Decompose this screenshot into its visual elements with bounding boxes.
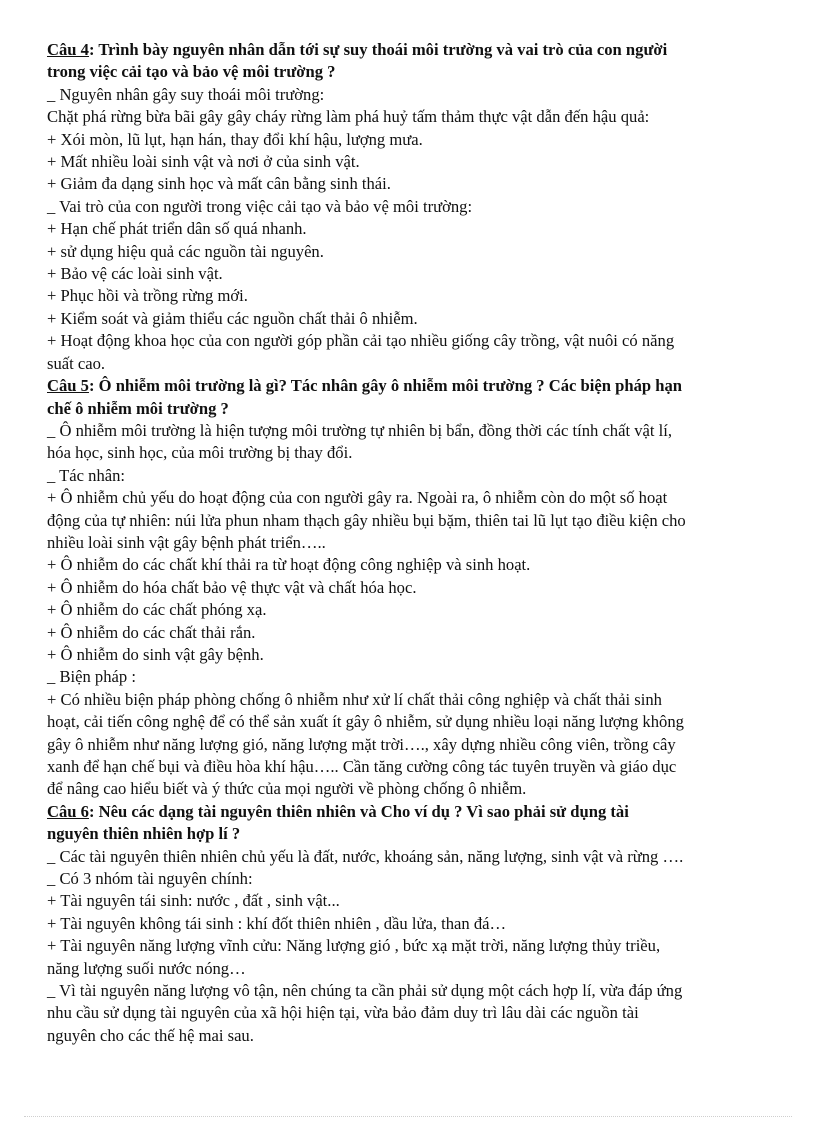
q5-line: + Ô nhiễm do sinh vật gây bệnh.	[47, 644, 264, 664]
q6-title-line-2: nguyên thiên nhiên hợp lí ?	[47, 824, 241, 844]
q5-line: + Ô nhiễm do các chất khí thải ra từ hoạt động công nghiệp và sinh hoạt.	[47, 555, 531, 575]
q5-line: _ Tác nhân:	[47, 465, 126, 485]
q4-title-line-2: trong việc cải tạo và bảo vệ môi trường ?	[47, 62, 336, 82]
q5-line: động của tự nhiên: núi lửa phun nham thạch gây nhiều bụi bặm, thiên tai lũ lụt tạo điều kiện cho	[47, 510, 686, 530]
q5-heading	[47, 375, 769, 397]
q5-line: xanh để hạn chế bụi và điều hòa khí hậu….. Cần tăng cường công tác tuyên truyền và giáo dục	[47, 757, 677, 776]
q6-line: _ Các tài nguyên thiên nhiên chủ yếu là đất, nước, khoáng sản, năng lượng, sinh vật và rừng ….	[47, 846, 684, 866]
q5-line: nhiều loài sinh vật gây bệnh phát triển…..	[47, 532, 326, 552]
q6-line: nhu cầu sử dụng tài nguyên của xã hội hiện tại, vừa bảo đảm duy trì lâu dài các nguồn tài	[47, 1003, 639, 1023]
document-page	[47, 39, 769, 1047]
q5-line: + Ô nhiễm chủ yếu do hoạt động của con người gây ra. Ngoài ra, ô nhiễm còn do một số hoạt	[47, 488, 668, 508]
q4-line: + Hoạt động khoa học của con người góp phần cải tạo nhiều giống cây trồng, vật nuôi có năng	[47, 331, 675, 351]
q4-heading	[47, 39, 769, 61]
q4-line: + Hạn chế phát triển dân số quá nhanh.	[47, 219, 307, 239]
q4-line: Chặt phá rừng bừa bãi gây gây cháy rừng làm phá huỷ tấm thảm thực vật dẫn đến hậu quả:	[47, 107, 650, 127]
q4-line: + Bảo vệ các loài sinh vật.	[47, 264, 223, 284]
q4-title-line-1: : Trình bày nguyên nhân dẫn tới sự suy thoái môi trường và vai trò của con người	[88, 40, 668, 59]
q5-line: hoạt, cải tiến công nghệ để có thể sản xuất ít gây ô nhiễm, sử dụng nhiều loại năng lượng không	[47, 712, 684, 732]
q5-number: Câu 5	[47, 376, 89, 396]
q6-line: + Tài nguyên năng lượng vĩnh cửu: Năng lượng gió , bức xạ mặt trời, năng lượng thủy triều,	[47, 936, 661, 956]
page-bottom-rule	[24, 1116, 792, 1117]
q4-line: + sử dụng hiệu quả các nguồn tài nguyên.	[47, 241, 324, 261]
q5-line: _ Ô nhiễm môi trường là hiện tượng môi trường tự nhiên bị bẩn, đồng thời các tính chất vật lí,	[47, 420, 673, 440]
q5-line: _ Biện pháp :	[47, 667, 136, 687]
q4-line: _ Nguyên nhân gây suy thoái môi trường:	[47, 84, 325, 104]
q6-line: nguyên cho các thế hệ mai sau.	[47, 1025, 254, 1045]
q4-number: Câu 4	[47, 40, 89, 59]
q4-line: + Xói mòn, lũ lụt, hạn hán, thay đổi khí hậu, lượng mưa.	[47, 129, 423, 149]
q5-line: gây ô nhiễm như năng lượng gió, năng lượng mặt trời…., xây dựng nhiều công viên, trồng cây	[47, 734, 676, 754]
q5-line: để nâng cao hiểu biết và ý thức của mọi người về phòng chống ô nhiễm.	[47, 779, 527, 799]
q5-line: + Ô nhiễm do hóa chất bảo vệ thực vật và chất hóa học.	[47, 577, 417, 597]
q4-line: + Phục hồi và trồng rừng mới.	[47, 286, 248, 306]
q6-line: + Tài nguyên không tái sinh : khí đốt thiên nhiên , dầu lửa, than đá…	[47, 913, 507, 933]
q5-line: hóa học, sinh học, của môi trường bị thay đổi.	[47, 443, 353, 463]
q5-title-line-2: chế ô nhiễm môi trường ?	[47, 398, 229, 418]
q6-number: Câu 6	[47, 801, 89, 821]
q6-line: + Tài nguyên tái sinh: nước , đất , sinh vật...	[47, 891, 340, 911]
q5-line: + Ô nhiễm do các chất thải rắn.	[47, 622, 256, 642]
q4-line: + Giảm đa dạng sinh học và mất cân bằng sinh thái.	[47, 174, 391, 194]
q6-heading	[47, 801, 769, 823]
q4-line: _ Vai trò của con người trong việc cải tạo và bảo vệ môi trường:	[47, 196, 473, 216]
q6-line: năng lượng suối nước nóng…	[47, 958, 246, 978]
q4-line: + Kiểm soát và giảm thiểu các nguồn chất thải ô nhiễm.	[47, 308, 418, 328]
q4-line: suất cao.	[47, 353, 106, 373]
q5-line: + Có nhiều biện pháp phòng chống ô nhiễm như xử lí chất thải công nghiệp và chất thải sinh	[47, 689, 662, 709]
q5-title-line-1: : Ô nhiễm môi trường là gì? Tác nhân gây ô nhiễm môi trường ? Các biện pháp hạn	[88, 376, 682, 396]
q6-line: _ Có 3 nhóm tài nguyên chính:	[47, 869, 253, 889]
q6-line: _ Vì tài nguyên năng lượng vô tận, nên chúng ta cần phải sử dụng một cách hợp lí, vừa đáp ứng	[47, 981, 683, 1001]
q4-line: + Mất nhiều loài sinh vật và nơi ở của sinh vật.	[47, 152, 360, 172]
q6-title-line-1: : Nêu các dạng tài nguyên thiên nhiên và Cho ví dụ ? Vì sao phải sử dụng tài	[88, 801, 629, 821]
q5-line: + Ô nhiễm do các chất phóng xạ.	[47, 600, 267, 620]
